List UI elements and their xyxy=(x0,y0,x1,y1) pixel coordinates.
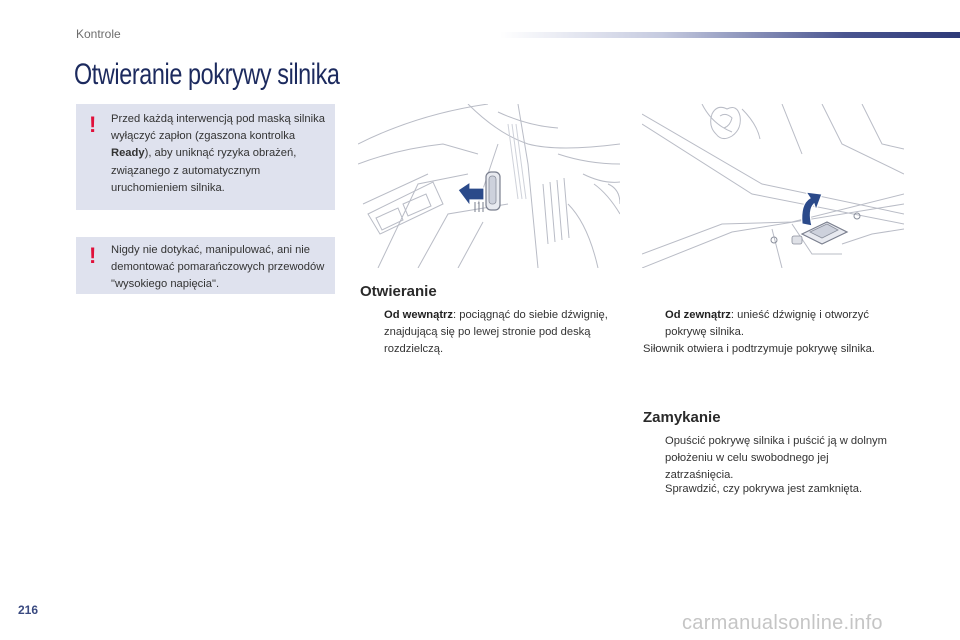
outside-text: : unieść dźwignię i otworzyć pokrywę silnika. xyxy=(665,309,869,339)
opening-heading: Otwieranie xyxy=(360,283,437,300)
warning-box-ignition xyxy=(76,104,335,210)
interior-lever-drawing xyxy=(358,104,620,268)
header-gradient-bar xyxy=(500,32,960,38)
warning-box-high-voltage xyxy=(76,237,335,294)
closing-step-1-text: Opuścić pokrywę silnika i puścić ją w dolnym położeniu w celu swobodnego jej zatrzaśnięcia. xyxy=(665,435,887,482)
strut-note: Siłownik otwiera i podtrzymuje pokrywę silnika. xyxy=(643,343,875,355)
inside-text: : pociągnąć do siebie dźwignię, znajdującą się po lewej stronie pod deską rozdzielczą. xyxy=(384,309,608,356)
warning-text-1b: ), aby uniknąć ryzyka obrażeń, związanego z automatycznym uruchomieniem silnika. xyxy=(111,147,297,194)
outside-label: Od zewnątrz xyxy=(665,309,731,321)
opening-outside-step xyxy=(643,307,908,341)
warning-text-ready: Ready xyxy=(111,147,145,160)
warning-exclamation-icon: ! xyxy=(89,112,97,137)
closing-step-2-text: Sprawdzić, czy pokrywa jest zamknięta. xyxy=(665,483,863,495)
warning-text-2: Nigdy nie dotykać, manipulować, ani nie demontować pomarańczowych przewodów "wysokiego napięcia". xyxy=(111,244,325,291)
warning-exclamation-icon: ! xyxy=(89,243,97,268)
warning-text-1a: Przed każdą interwencją pod maską silnika wyłączyć zapłon (zgaszona kontrolka xyxy=(111,113,325,143)
closing-heading: Zamykanie xyxy=(643,409,721,426)
exterior-lever-drawing xyxy=(642,104,904,268)
inside-label: Od wewnątrz xyxy=(384,309,453,321)
page-number: 216 xyxy=(18,603,39,617)
closing-step-1 xyxy=(643,433,898,485)
watermark-link[interactable]: carmanualsonline.info xyxy=(682,612,883,634)
opening-inside-step xyxy=(362,307,612,359)
page-title: Otwieranie pokrywy silnika xyxy=(74,58,340,91)
closing-step-2 xyxy=(643,481,908,498)
illustration-interior-lever xyxy=(358,104,620,268)
section-label: Kontrole xyxy=(76,27,121,41)
illustration-exterior-lever xyxy=(642,104,904,268)
